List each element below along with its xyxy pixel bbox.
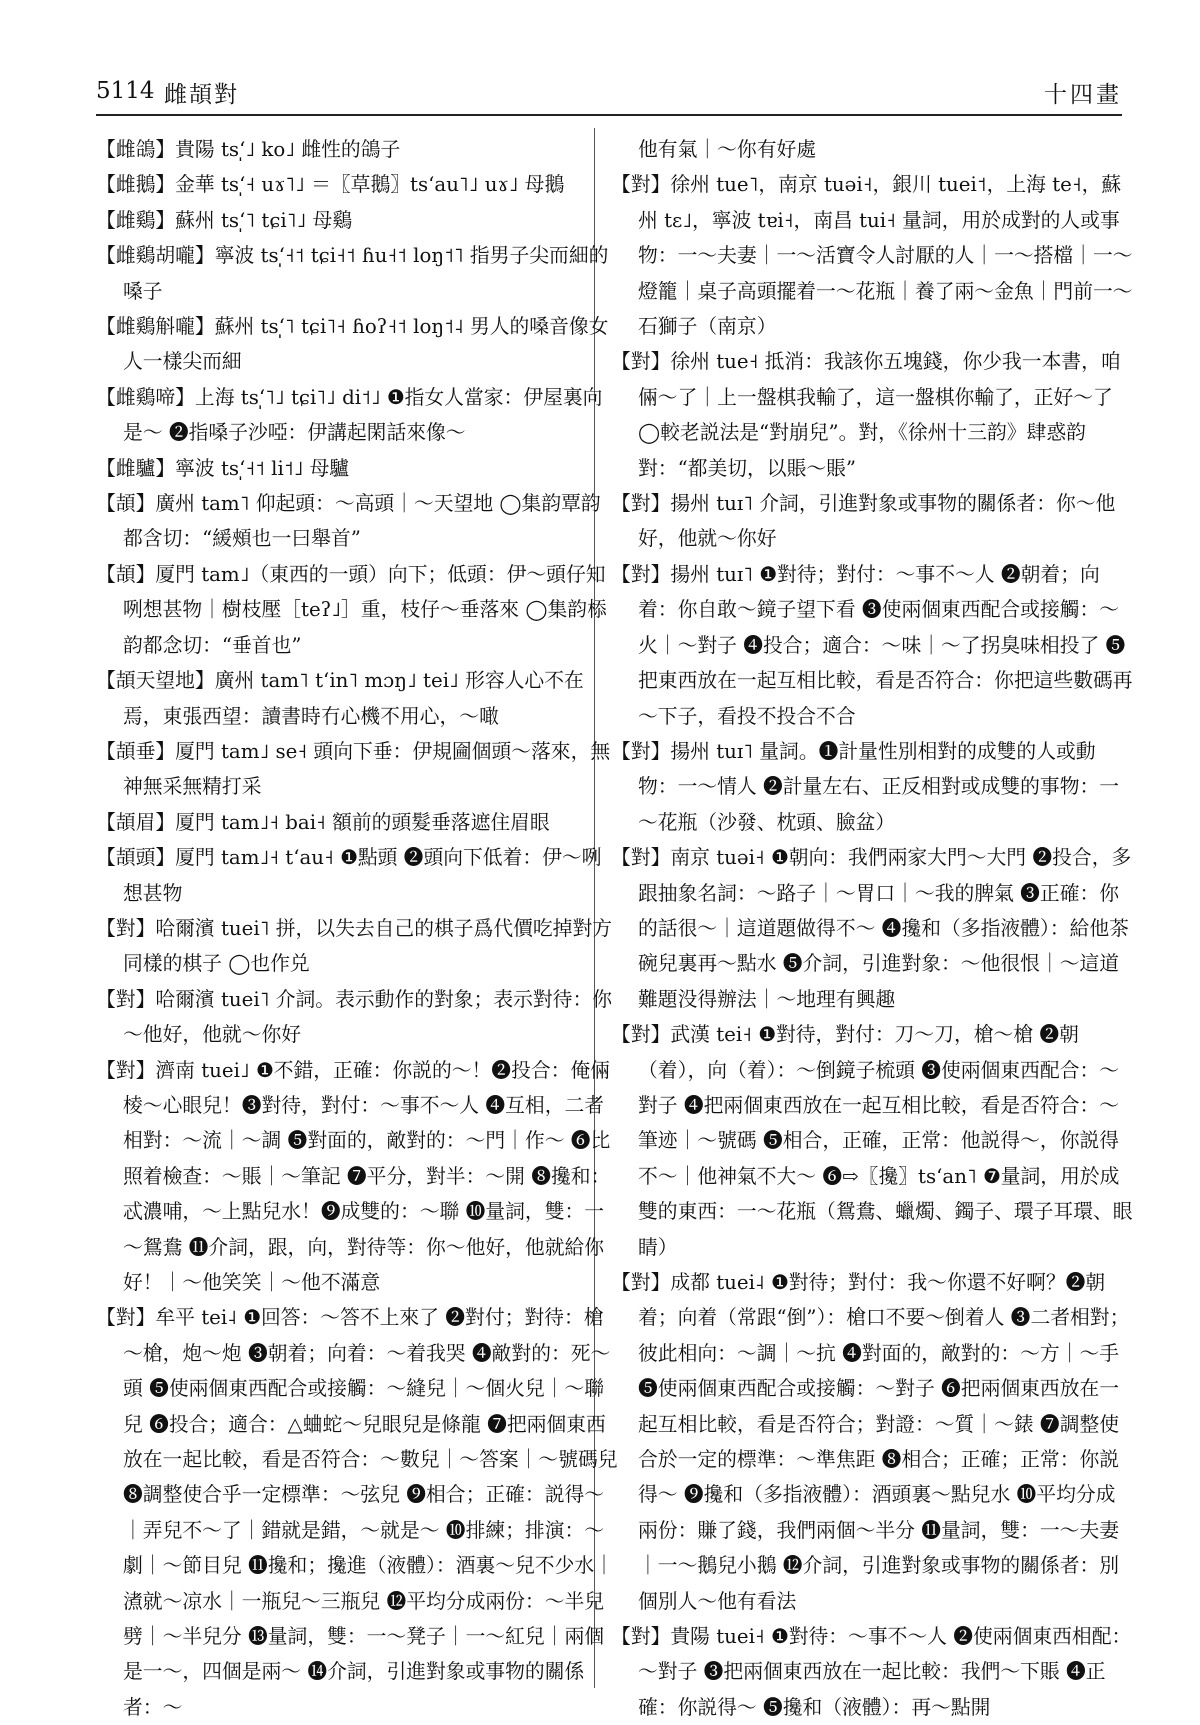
dictionary-entry: 【雌鷄】蘇州 tsʻ̩˥ tɕi˥˩ 母鷄: [96, 208, 353, 232]
dictionary-entry: 【對】揚州 tuɪ˥ ❶對待；對付：～事不～人 ❷朝着；向着：你自敢～鏡子望下看 ❸使兩個東西配合或接觸：～火｜～對子 ❹投合；適合：～味｜～了拐臭味相投了 ❺把東西放在一起互相比較，看是否符合：你把這些數碼再～下子，看投不投合不合: [611, 562, 1133, 728]
dictionary-entry: 【對】武漢 tei˧ ❶對待，對付：刀～刀，槍～槍 ❷朝（着），向（着）：～倒鏡子梳頭 ❸使兩個東西配合：～對子 ❹把兩個東西放在一起互相比較，看是否符合：～筆迹｜～號碼 ❺相合，正確，正常：他説得～，你説得不～｜他神氣不大～ ❻⇨〖攙〗tsʻan˥ ❼量詞，用於成雙的東西：一～花瓶（鴛鴦、蠟燭、鐲子、環子耳環、眼睛）: [611, 1023, 1133, 1259]
page-number: 5114: [96, 78, 155, 104]
dictionary-entry: 【雌鷄啼】上海 tsʻ̩˥˩ tɕi˥˩ di˦˩ ❶指女人當家：伊屋裏向是～ ❷指嗓子沙啞：伊講起閑話來像～: [96, 385, 603, 445]
dictionary-entry: 【頡】廣州 tam˥ 仰起頭：～高頭｜～天望地 ◯集韵覃韵都含切：“緩頰也一曰舉首”: [96, 492, 601, 551]
dictionary-entry: 【頡頭】厦門 tam˩˧ tʻau˧ ❶點頭 ❷頭向下低着：伊～咧想甚物: [96, 846, 602, 905]
dictionary-entry: 【頡垂】厦門 tam˩ se˧ 頭向下垂：伊規圇個頭～落來，無神無采無精打采: [96, 739, 611, 799]
dictionary-entry: 【對】徐州 tue˥，南京 tuəi˧，銀川 tuei˦，上海 te˧，蘇州 tɛ˩，寧波 tɐi˧，南昌 tui˧ 量詞，用於成對的人或事物：一～夫妻｜一～活寶令人討厭的人｜一～搭檔｜一～燈籠｜桌子高頭擺着一～花瓶｜養了兩～金魚｜門前一～石獅子（南京）: [611, 173, 1133, 339]
dictionary-entry: 【雌鴿】貴陽 tsʻ̩˩ ko˩ 雌性的鴿子: [96, 138, 401, 161]
header-characters: 雌頡對: [164, 82, 239, 108]
dictionary-entry: 【雌鵝】金華 tsʻ̩˧ uɤ˥˩ ＝〖草鵝〗tsʻau˥˩ uɤ˩ 母鵝: [96, 173, 565, 197]
dictionary-entry: 【對】南京 tuəi˧ ❶朝向：我們兩家大門～大門 ❷投合，多跟抽象名詞：～路子｜～胃口｜～我的脾氣 ❸正確：你的話很～｜這道題做得不～ ❹攙和（多指液體）：給他茶碗兒裏再～點水 ❺介詞，引進對象：～他很恨｜～這道難題没得辦法｜～地理有興趣: [611, 846, 1132, 1011]
entry-continuation: 他有氣｜～你有好處: [638, 138, 817, 161]
dictionary-entry: 【雌鷄胡嚨】寧波 tsʻ̩˧˦ tɕi˧˦ ɦu˧˦ loŋ˦˥ 指男子尖而細的嗓子: [96, 244, 609, 303]
dictionary-entry: 【對】濟南 tuei˩ ❶不錯，正確：你説的～！❷投合：俺倆棱～心眼兒！❸對待，對付：～事不～人 ❹互相，二者相對：～流｜～調 ❺對面的，敵對的：～門｜作～ ❻比照着檢查：～賬｜～筆記 ❼平分，對半：～開 ❽攙和：忒濃哺，～上點兒水！❾成雙的：～聯 ❿量詞，雙：一～鴛鴦 ⓫介詞，跟，向，對待等：你～他好，他就給你好！｜～他笑笑｜～他不滿意: [96, 1058, 611, 1294]
dictionary-entry: 【對】貴陽 tuei˧ ❶對待：～事不～人 ❷使兩個東西相配：～對子 ❸把兩個東西放在一起比較：我們～下賬 ❹正確：你説得～ ❺攙和（液體）：再～點開: [611, 1625, 1132, 1719]
dictionary-entry: 【對】哈爾濱 tuei˥ 拼，以失去自己的棋子爲代價吃掉對方同樣的棋子 ◯也作兑: [96, 916, 613, 976]
dictionary-entry: 【頡天望地】廣州 tam˥ tʻin˥ mɔŋ˩ tei˩ 形容人心不在焉，東張西望：讀書時冇心機不用心，～噉: [96, 669, 584, 728]
dictionary-entry: 【雌驢】寧波 tsʻ̩˧˦ li˦˩ 母驢: [96, 456, 350, 480]
dictionary-entry: 【對】揚州 tuɪ˥ 量詞。❶計量性別相對的成雙的人或動物：一～情人 ❷計量左右、正反相對或成雙的事物：一～花瓶（沙發、枕頭、臉盆）: [611, 739, 1120, 834]
dictionary-entry: 【頡】厦門 tam˩（東西的一頭）向下；低頭：伊～頭仔知咧想甚物｜樹枝壓［teʔ˩］重，枝仔～垂落來 ◯集韵㮇韵都念切：“垂首也”: [96, 562, 607, 657]
dictionary-entry: 【對】牟平 tei˨ ❶回答：～答不上來了 ❷對付；對待：槍～槍，炮～炮 ❸朝着；向着：～着我哭 ❹敵對的：死～頭 ❺使兩個東西配合或接觸：～縫兒｜～個火兒｜～聯兒 ❻投合；適合：△蛐蛇～兒眼兒是條龍 ❼把兩個東西放在一起比較，看是否符合：～數兒｜～答案｜～號碼兒 ❽調整使合乎一定標準：～弦兒 ❾相合；正確：説得～｜弄兒不～了｜錯就是錯，～就是～ ❿排練；排演：～劇｜～節目兒 ⓫攙和；攙進（液體）：酒裏～兒不少水｜㵭就～凉水｜一瓶兒～三瓶兒 ⓬平均分成兩份：～半兒劈｜～半兒分 ⓭量詞，雙：一～凳子｜一～紅兒｜兩個是一～，四個是兩～ ⓮介詞，引進對象或事物的關係者：～: [96, 1306, 618, 1719]
dictionary-entry: 【對】哈爾濱 tuei˥ 介詞。表示動作的對象；表示對待：你～他好，他就～你好: [96, 987, 613, 1047]
stroke-section: 十四畫: [1044, 82, 1122, 108]
right-column: [611, 132, 1134, 1725]
dictionary-entry: 【對】徐州 tue˧ 抵消：我該你五塊錢，你少我一本書，咱倆～了｜上一盤棋我輸了，這一盤棋你輸了，正好～了 ◯較老説法是“對崩兒”。對，《徐州十三韵》肆惑韵對：“都美切，以賬～賬”: [611, 350, 1121, 480]
dictionary-entry: 【頡眉】厦門 tam˩˧ bai˧ 額前的頭髮垂落遮住眉眼: [96, 810, 550, 834]
dictionary-entry: 【對】成都 tuei˨ ❶對待；對付：我～你還不好啊？❷朝着；向着（常跟“倒”）：槍口不要～倒着人 ❸二者相對；彼此相向：～調｜～抗 ❹對面的，敵對的：～方｜～手 ❺使兩個東西配合或接觸：～對子 ❻把兩個東西放在一起互相比較，看是否符合；對證：～質｜～錶 ❼調整使合於一定的標準：～準焦距 ❽相合；正確；正常：你説得～ ❾攙和（多指液體）：酒頭裏～點兒水 ❿平均分成兩份：賺了錢，我們兩個～半分 ⓫量詞，雙：一～夫妻｜一～鵝兒小鵝 ⓬介詞，引進對象或事物的關係者：別個別人～他有看法: [611, 1271, 1130, 1613]
page-header: [96, 74, 1122, 116]
dictionary-entry: 【雌鷄斛嚨】蘇州 tsʻ̩˥ tɕi˥˧ ɦoʔ˧˦ loŋ˦˨ 男人的嗓音像女人一樣尖而細: [96, 315, 609, 374]
dictionary-entry: 【對】揚州 tuɪ˥ 介詞，引進對象或事物的關係者：你～他好，他就～你好: [611, 492, 1116, 551]
left-column: [96, 132, 619, 1725]
